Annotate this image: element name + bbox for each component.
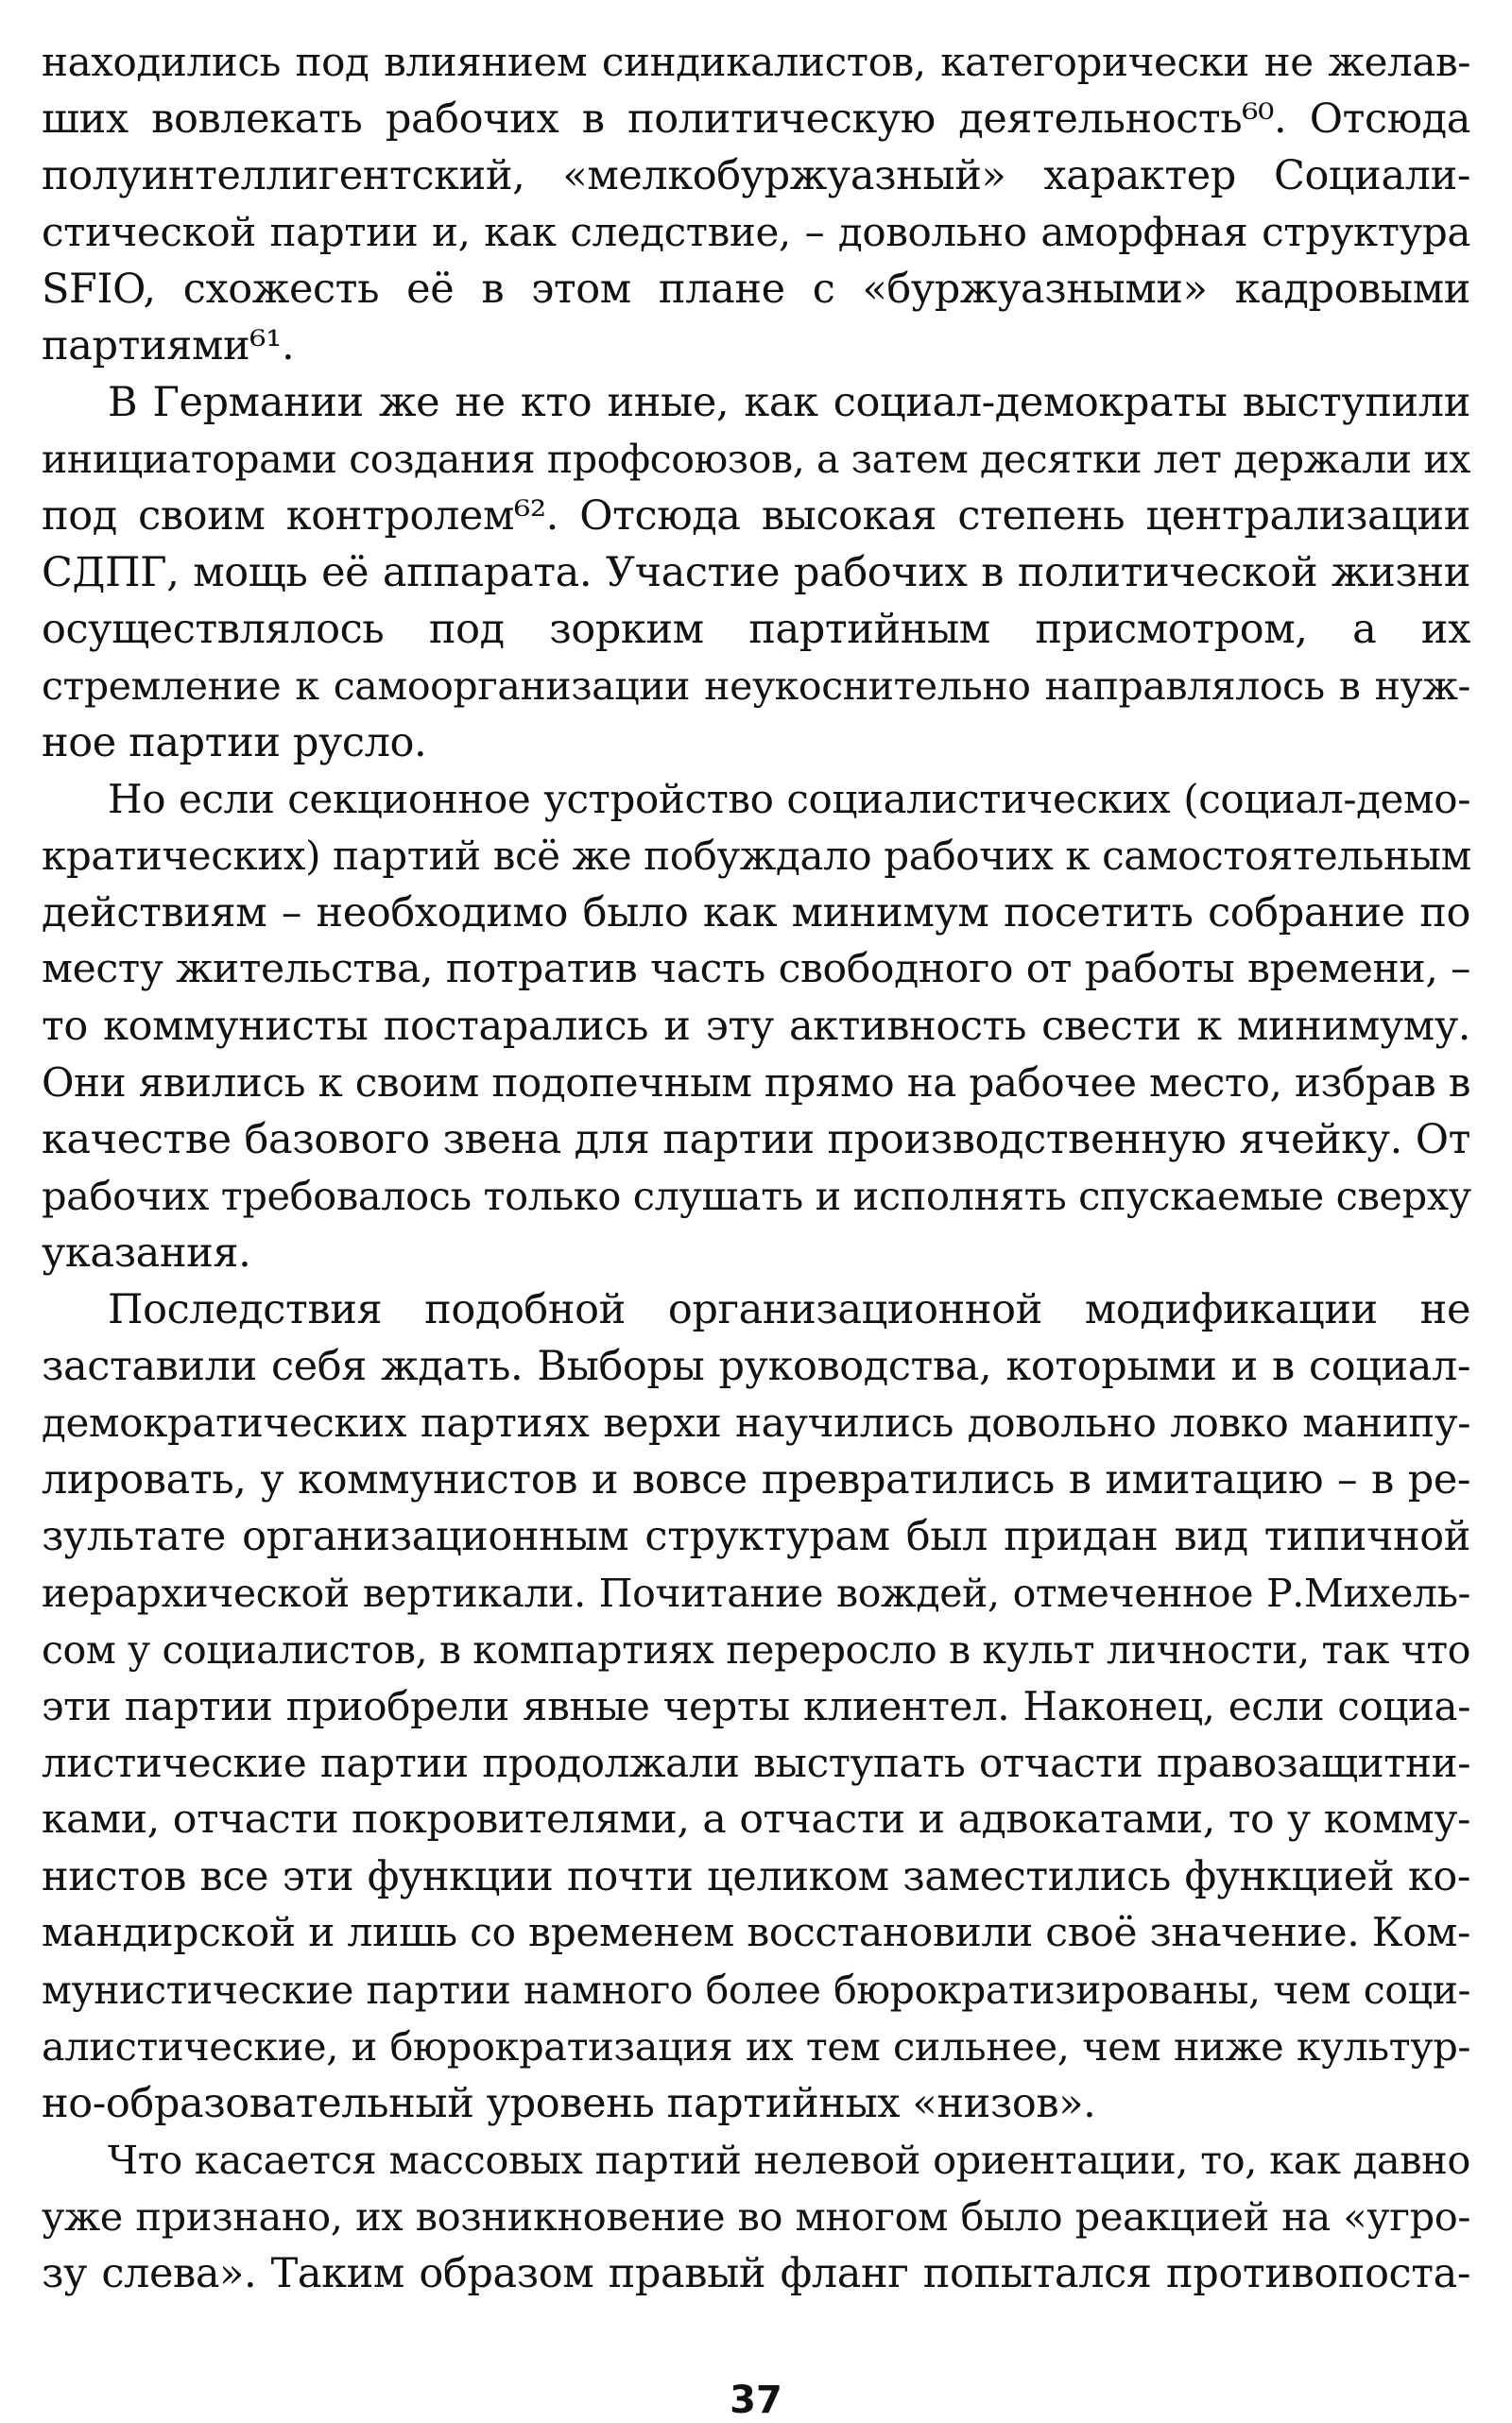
text-line: алистические, и бюрократизация их тем сильнее, чем ниже культур-	[42, 2023, 1470, 2070]
text-line: Последствия подобной организационной модификации не	[108, 1286, 1470, 1333]
text-line: ками, отчасти покровителями, а отчасти и адвокатами, то у комму-	[42, 1796, 1470, 1843]
text-line: сом у социалистов, в компартиях переросло в культ личности, так что	[42, 1627, 1470, 1673]
text-line: ное партии русло.	[42, 719, 427, 766]
text-line: партиями⁶¹.	[42, 322, 295, 369]
text-line: под своим контролем⁶². Отсюда высокая степень централизации	[42, 492, 1470, 540]
text-line: зультате организационным структурам был придан вид типичной	[42, 1513, 1470, 1560]
text-line: заставили себя ждать. Выборы руководства, которыми и в социал-	[42, 1343, 1470, 1390]
text-line: лировать, у коммунистов и вовсе превратились в имитацию – в ре-	[42, 1456, 1470, 1504]
text-line: мунистические партии намного более бюрократизированы, чем соци-	[42, 1968, 1470, 2013]
text-line: стремление к самоорганизации неукоснительно направлялось в нуж-	[42, 663, 1470, 709]
text-line: качестве базового звена для партии производственную ячейку. От	[42, 1116, 1470, 1163]
text-line: стической партии и, как следствие, – довольно аморфная структура	[42, 209, 1470, 255]
text-line: мандирской и лишь со временем восстановили своё значение. Ком-	[42, 1910, 1470, 1956]
text-line: инициаторами создания профсоюзов, а затем десятки лет держали их	[42, 437, 1470, 482]
text-line: листические партии продолжали выступать отчасти правозащитни-	[42, 1740, 1470, 1786]
text-line: рабочих требовалось только слушать и исполнять спускаемые сверху	[42, 1173, 1471, 1219]
text-line: осуществлялось под зорким партийным присмотром, а их	[42, 606, 1470, 653]
text-line: В Германии же не кто иные, как социал-демократы выступили	[108, 379, 1470, 426]
text-line: Но если секционное устройство социалистических (социал-демо-	[108, 776, 1470, 822]
text-line: эти партии приобрели явные черты клиентел. Наконец, если социа-	[42, 1683, 1470, 1729]
text-line: зу слева». Таким образом правый фланг попытался противопоста-	[42, 2250, 1470, 2297]
page-number: 37	[730, 2379, 782, 2422]
text-line: ших вовлекать рабочих в политическую деятельность⁶⁰. Отсюда	[42, 95, 1470, 143]
text-line: находились под влиянием синдикалистов, категорически не желав-	[42, 39, 1470, 85]
text-line: полуинтеллигентский, «мелкобуржуазный» характер Социали-	[42, 152, 1470, 199]
text-line: Они явились к своим подопечным прямо на рабочее место, избрав в	[42, 1059, 1470, 1106]
text-line: нистов все эти функции почти целиком заместились функцией ко-	[42, 1853, 1470, 1900]
text-line: но-образовательный уровень партийных «низов».	[42, 2080, 1096, 2127]
text-line: Что касается массовых партий нелевой ориентации, то, как давно	[108, 2137, 1470, 2183]
body-text	[42, 34, 1470, 2302]
text-line: демократических партиях верхи научились довольно ловко манипу-	[42, 1400, 1470, 1446]
text-line: SFIO, схожесть её в этом плане с «буржуазными» кадровыми	[42, 266, 1470, 313]
text-line: кратических) партий всё же побуждало рабочих к самостоятельным	[42, 833, 1471, 879]
text-line: иерархической вертикали. Почитание вождей, отмеченное Р.Михель-	[42, 1571, 1470, 1616]
text-line: действиям – необходимо было как минимум посетить собрание по	[42, 889, 1470, 937]
text-line: месту жительства, потратив часть свободного от работы времени, –	[42, 946, 1470, 992]
text-line: то коммунисты постарались и эту активность свести к минимуму.	[42, 1003, 1470, 1050]
text-line: СДПГ, мощь её аппарата. Участие рабочих в политической жизни	[42, 549, 1470, 596]
text-line: уже признано, их возникновение во многом было реакцией на «угро-	[42, 2193, 1470, 2240]
text-line: указания.	[42, 1229, 251, 1277]
